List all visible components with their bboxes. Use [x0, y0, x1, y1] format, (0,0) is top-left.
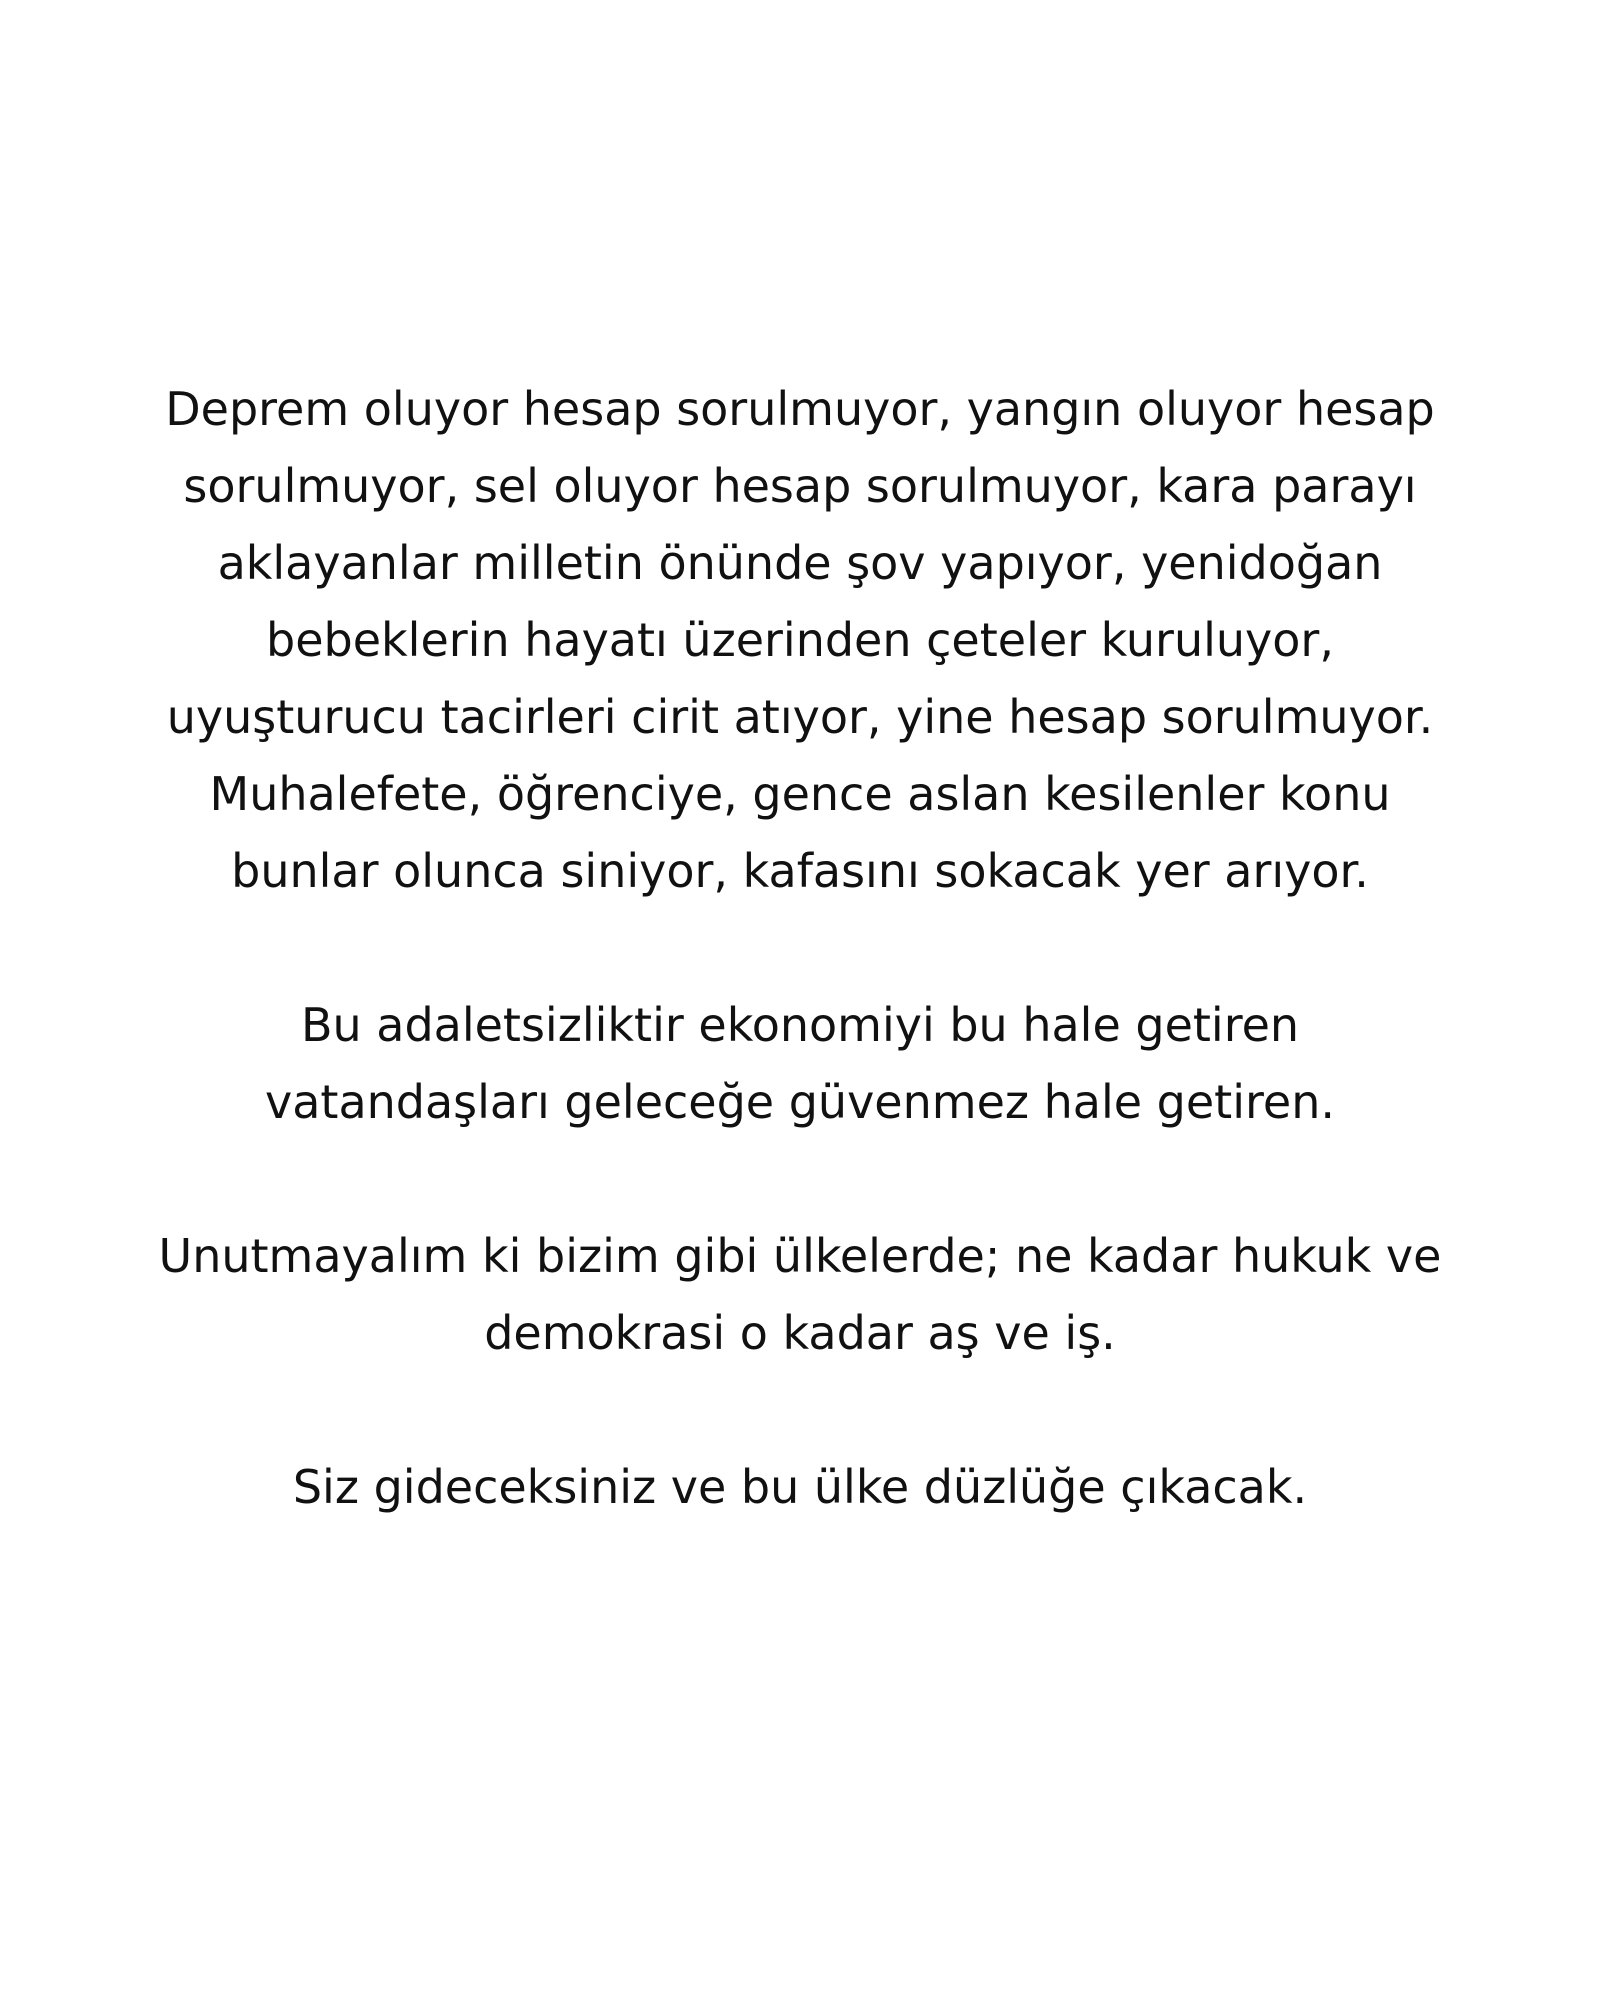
text-line: bunlar olunca siniyor, kafasını sokacak yer arıyor.: [231, 844, 1369, 898]
statement-text: [0, 371, 1600, 1526]
text-line: Muhalefete, öğrenciye, gence aslan kesilenler konu: [209, 767, 1391, 821]
text-line: aklayanlar milletin önünde şov yapıyor, yenidoğan: [217, 536, 1383, 590]
paragraph-spacer: [0, 1372, 1600, 1449]
text-line: Unutmayalım ki bizim gibi ülkelerde; ne kadar hukuk ve: [158, 1229, 1442, 1283]
text-line: Bu adaletsizliktir ekonomiyi bu hale getiren: [300, 998, 1300, 1052]
text-line: sorulmuyor, sel oluyor hesap sorulmuyor, kara parayı: [183, 459, 1417, 513]
text-line: uyuşturucu tacirleri cirit atıyor, yine hesap sorulmuyor.: [166, 690, 1434, 744]
text-line: Deprem oluyor hesap sorulmuyor, yangın oluyor hesap: [165, 382, 1435, 436]
text-line: bebeklerin hayatı üzerinden çeteler kuruluyor,: [266, 613, 1334, 667]
paragraph-closing: [0, 1449, 1600, 1526]
paragraph-spacer: [0, 1141, 1600, 1218]
paragraph-injustice: [0, 987, 1600, 1141]
paragraph-accountability: [0, 371, 1600, 910]
text-line: vatandaşları geleceğe güvenmez hale getiren.: [265, 1075, 1335, 1129]
text-line: Siz gideceksiniz ve bu ülke düzlüğe çıkacak.: [292, 1460, 1308, 1514]
paragraph-law-democracy: [0, 1218, 1600, 1372]
paragraph-spacer: [0, 910, 1600, 987]
text-line: demokrasi o kadar aş ve iş.: [484, 1306, 1116, 1360]
